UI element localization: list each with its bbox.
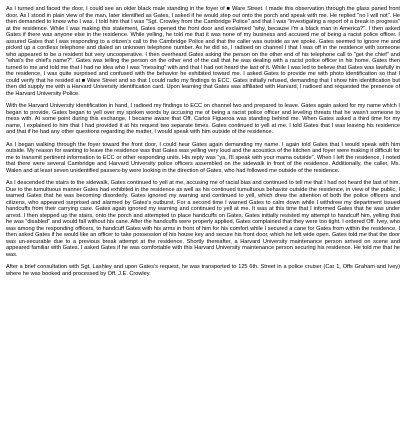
report-paragraph-2: With the Harvard University identification in hand, I radioed my findings to ECC on channel two and prepared to leave. Gates again asked for my name which I began to provide. Gates began to yell over my spoken words by accusing me of being a racist police officer and leveling threats that he wasn't someone to mess with. At some point during this exchange, I became aware that Off. Carlos Figueroa was standing behind me. When Gates asked a third time for my name, I explained to him that I had provided it at his request two separate times. Gates continued to yell at me. I told Gates that I was leaving his residence and that if he had any other questions regarding the matter, I would speak with him outside of the residence. [6, 103, 400, 135]
report-paragraph-1: As I turned and faced the door, I could see an older black male standing in the foyer of ■ Ware Street. I made this observation through the glass paned front door. As I stood in plain view of the man, later identified as Gates, I asked if he would step out onto the porch and speak with me. He replied "no I will not". He then demanded to know who I was. I told him that I was "Sgt. Crowley from the Cambridge Police" and that I was "investigating a report of a break in progress" at the residence. While I was making this statement, Gates opened the front door and exclaimed "why, because I'm a black man in America?". I then asked Gates if there was anyone else in the residence. While yelling, he told me that it was none of my business and accused me of being a racist police officer. I assured Gates that I was responding to a citizen's call to the Cambridge Police and that the caller was outside as we spoke. Gates seemed to ignore me and picked up a cordless telephone and dialed an unknown telephone number. As he did so, I radioed on channel I that I was off in the residence with someone who appeared to be a resident but very uncooperative. I then overheard Gates asking the person on the other end of his telephone call to "get the chief" and "what's the chief's name?". Gates was telling the person on the other end of the call that he was dealing with a racist police officer in his home. Gates then turned to me and told me that I had no idea who I was "messing" with and that I had not heard the last of it. While I was led to believe that Gates was lawfully in the residence, I was quite surprised and confused with the behavior he exhibited toward me. I asked Gates to provide me with photo identification so that I could verify that he resided at ■ Ware Street and so that I could radio my findings to ECC. Gates initially refused, demanding that I show him identification but then did supply me with a Harvard University identification card. Upon learning that Gates was affiliated with Harvard, I radioed and requested the presence of the Harvard University Police. [6, 6, 400, 97]
report-paragraph-3: As I began walking through the foyer toward the front door, I could hear Gates again demanding my name. I again told Gates that I would speak with him outside. My reason for wanting to leave the residence was that Gates was yelling very loud and the acoustics of the kitchen and foyer were making it difficult for me to transmit pertinent information to ECC or other responding units. His reply was "ya, I'll speak with your mama outside". When I left the residence, I noted that there were several Cambridge and Harvard University police officers assembled on the sidewalk in front of the residence. Additionally, the caller, Ms. Walen and at least seven unidentified passers-by were looking in the direction of Gates, who had followed me outside of the residence. [6, 141, 400, 174]
report-paragraph-5: After a brief consultation with Sgt. Lashley and upon Gates's request, he was transported to 125 6th. Street in a police cruiser (Car 1, Offs Graham and Ivey) where he was booked and processed by Off. J.E. Crowley. [6, 264, 400, 277]
police-report-document [6, 6, 400, 430]
report-paragraph-4: As I descended the stairs to the sidewalk, Gates continued to yell at me, accusing me of racial bias and continued to tell me that I had not heard the last of him. Due to the tumultuous manner Gates had exhibited in the residence as well as his continued tumultuous behavior outside the residence, in view of the public, I warned Gates that he was becoming disorderly. Gates ignored my warning and continued to yell, which drew the attention of both the police officers and citizens, who appeared surprised and alarmed by Gates's outburst. For a second time I warned Gates to calm down while I withdrew my department issued handcuffs from their carrying case. Gates again ignored my warning and continued to yell at me. It was at this time that I informed Gates that he was under arrest. I then stepped up the stairs, onto the porch and attempted to place handcuffs on Gates. Gates initially resisted my attempt to handcuff him, yelling that he was "disabled" and would fall without his cane. After the handcuffs were properly applied, Gates complained that they were too tight. I ordered Off. Ivey, who was among the responding officers, to handcuff Gates with his arms in front of him for his comfort while I secured a cane for Gates from within the residence. I then asked Gates if he would like an officer to take possession of his house key and secure his front door, which he left wide open. Gates told me that the door was un-securable due to a previous break attempt at the residence. Shortly thereafter, a Harvard University maintenance person arrived on scene and appeared familiar with Gates. I asked Gates if he was comfortable with this Harvard University maintenance person securing his residence. He told me that he was. [6, 180, 400, 258]
